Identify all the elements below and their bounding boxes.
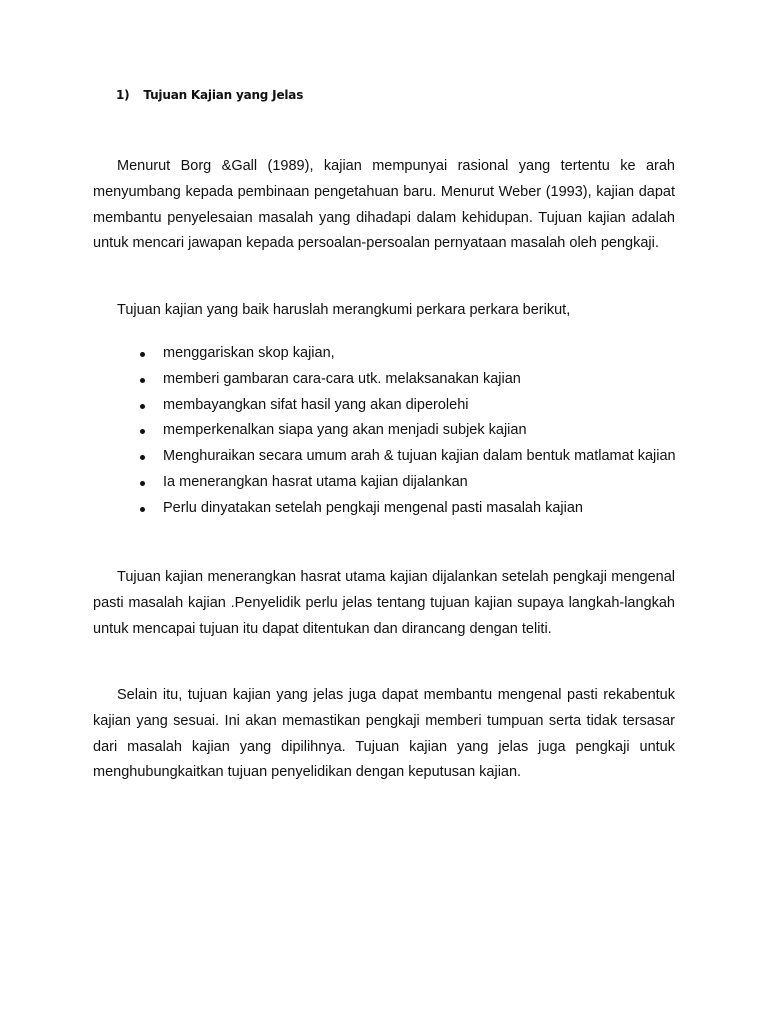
list-item-text: memperkenalkan siapa yang akan menjadi subjek kajian <box>163 422 527 439</box>
bullet-icon <box>140 481 145 486</box>
list-item-text: membayangkan sifat hasil yang akan diperolehi <box>163 396 469 413</box>
paragraph-purpose: Tujuan kajian menerangkan hasrat utama kajian dijalankan setelah pengkaji mengenal pasti masalah kajian .Penyelidik perlu jelas tentang tujuan kajian supaya langkah-langkah untuk mencapai tujuan itu dapat ditentukan dan dirancang dengan teliti. <box>93 569 675 637</box>
list-item-text: menggariskan skop kajian, <box>163 345 335 361</box>
section-title: Tujuan Kajian yang Jelas <box>143 88 304 102</box>
list-item <box>136 367 681 393</box>
list-item-text: memberi gambaran cara-cara utk. melaksanakan kajian <box>163 370 521 387</box>
bullet-icon <box>140 429 145 434</box>
list-item <box>136 444 681 470</box>
bullet-icon <box>140 352 145 357</box>
bullet-icon <box>140 404 145 409</box>
list-item <box>136 341 681 367</box>
list-item <box>136 393 681 419</box>
list-item <box>136 470 681 496</box>
list-item-text: Ia menerangkan hasrat utama kajian dijalankan <box>163 473 468 490</box>
list-item-text: Perlu dinyatakan setelah pengkaji mengenal pasti masalah kajian <box>163 499 583 516</box>
bullet-icon <box>140 507 145 512</box>
section-heading <box>116 88 303 102</box>
list-item <box>136 496 681 522</box>
bullet-icon <box>140 455 145 460</box>
list-item <box>136 418 681 444</box>
bullet-list <box>136 341 681 522</box>
list-item-text: Menghuraikan secara umum arah & tujuan kajian dalam bentuk matlamat kajian <box>163 448 676 465</box>
paragraph-design: Selain itu, tujuan kajian yang jelas juga dapat membantu mengenal pasti rekabentuk kajian yang sesuai. Ini akan memastikan pengkaji memberi tumpuan serta tidak tersasar dari masalah kajian yang dipilihnya. Tujuan kajian yang jelas juga pengkaji untuk menghubungkaitkan tujuan penyelidikan dengan keputusan kajian. <box>93 687 675 781</box>
bullet-icon <box>140 378 145 383</box>
section-number: 1) <box>116 88 130 102</box>
paragraph-list-lead: Tujuan kajian yang baik haruslah merangkumi perkara perkara berikut, <box>117 302 571 318</box>
paragraph-intro: Menurut Borg &Gall (1989), kajian mempunyai rasional yang tertentu ke arah menyumbang kepada pembinaan pengetahuan baru. Menurut Weber (1993), kajian dapat membantu penyelesaian masalah yang dihadapi dalam kehidupan. Tujuan kajian adalah untuk mencari jawapan kepada persoalan-persoalan pernyataan masalah oleh pengkaji. <box>93 158 675 252</box>
